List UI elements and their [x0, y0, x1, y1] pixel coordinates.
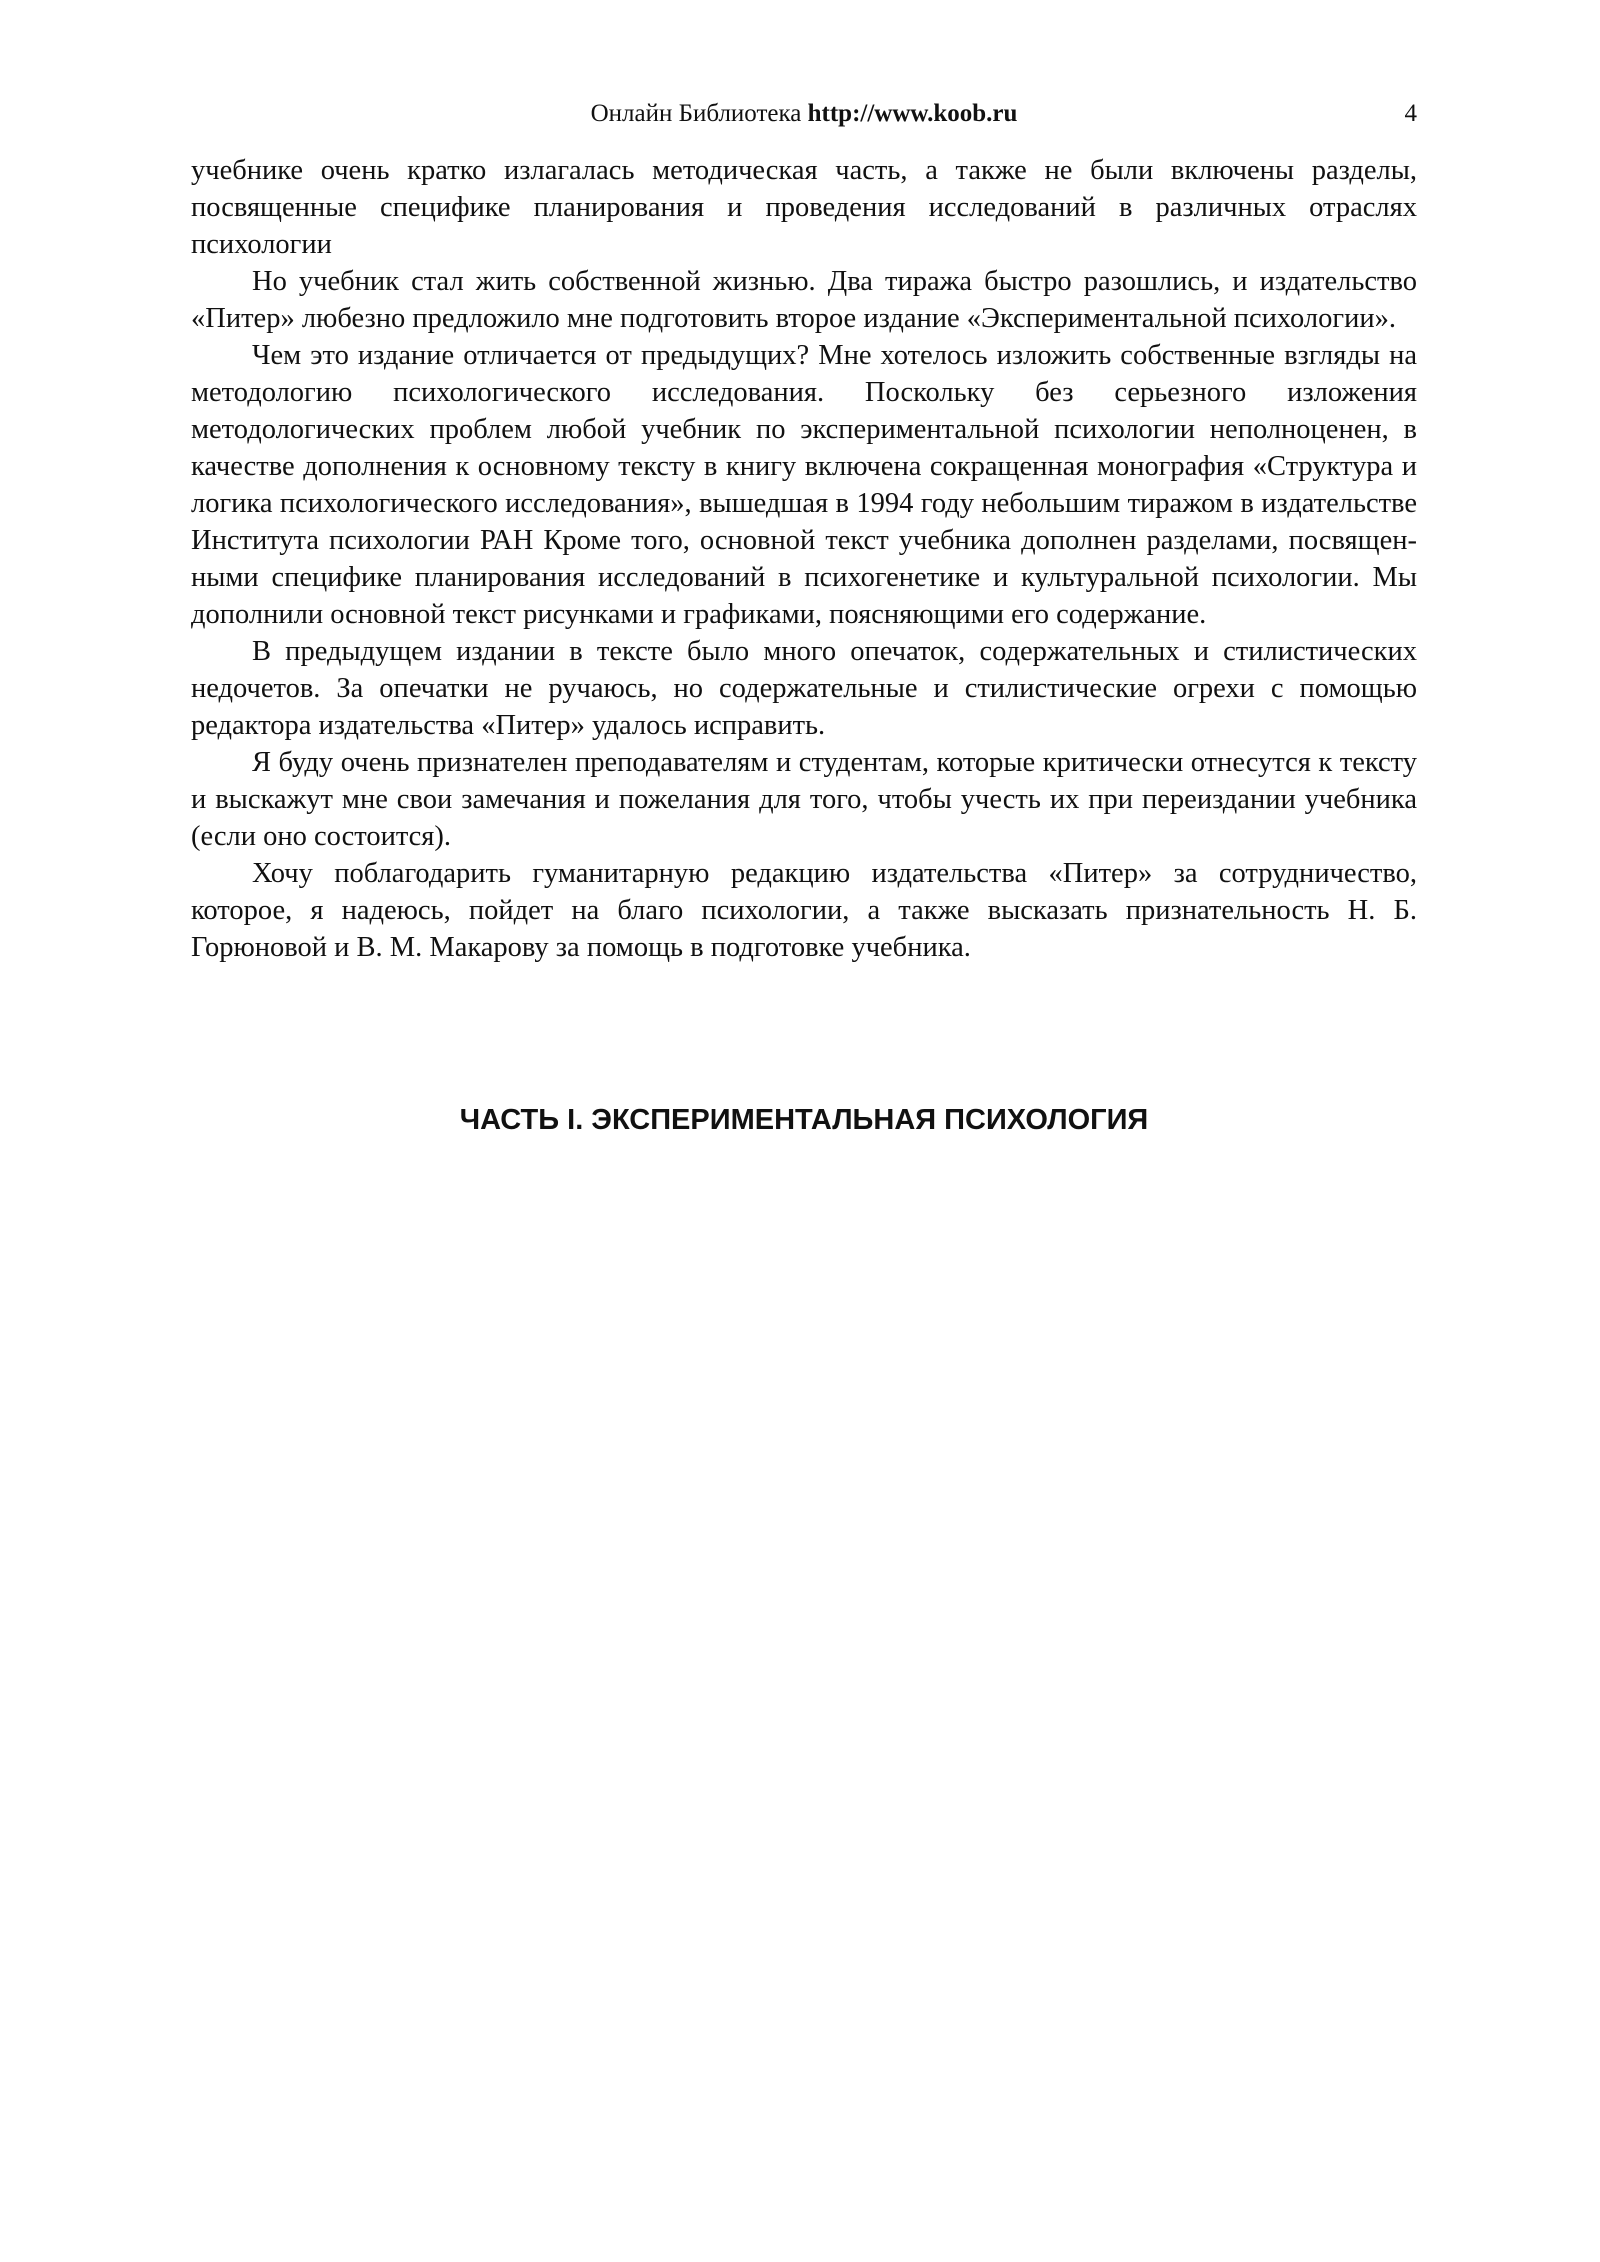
header-url-link[interactable]: http://www.koob.ru [807, 100, 1018, 127]
header-title [191, 96, 1417, 132]
paragraph: Я буду очень признателен преподавателям и студентам, которые критически отнесутся к тексту и выскажут мне свои замечания и пожелания для того, чтобы учесть их при переиздании учебника (если оно состоится). [191, 747, 1417, 852]
running-header [191, 96, 1417, 132]
page-number: 4 [1404, 100, 1417, 127]
paragraph: Хочу поблагодарить гуманитарную редакцию издательства «Питер» за сотрудничество, которое, я надеюсь, пойдет на благо психологии, а также высказать признательность Н. Б. Горюновой и В. М. Макарову за помощь в подготовке учебника. [191, 858, 1417, 963]
paragraph-continuation: учебнике очень кратко излагалась методическая часть, а также не были включены разделы, посвященные специфике планирования и проведения исследований в различных отраслях психологии [191, 155, 1417, 260]
paragraph: В предыдущем издании в тексте было много опечаток, содержательных и стилистических недочетов. За опечатки не ручаюсь, но содержательные и стилистические огрехи с помощью редактора издательства «Питер» удалось исправить. [191, 636, 1417, 741]
header-library-name: Онлайн Библиотека [590, 100, 808, 127]
paragraph: Чем это издание отличается от предыдущих? Мне хотелось изложить собственные взгляды на методологию психологического исследования. Поскольку без серьезного изложения методологических проблем любой учебник по экспериментальной психологии неполноценен, в качестве дополнения к основному тексту в книгу включена сокращенная монография «Структура и логика психологического исследования», вышедшая в 1994 году небольшим тиражом в издательстве Института психологии РАН Кроме того, основной текст учебника дополнен разделами, посвященными специфике планирования исследований в психогенетике и культуральной психологии. Мы дополнили основной текст рисунками и графиками, поясняющими его содержание. [191, 340, 1417, 630]
paragraph: Но учебник стал жить собственной жизнью. Два тиража быстро разошлись, и издательство «Питер» любезно предложило мне подготовить второе издание «Экспериментальной психологии». [191, 266, 1417, 334]
body-text [191, 152, 1417, 966]
part-heading: ЧАСТЬ I. ЭКСПЕРИМЕНТАЛЬНАЯ ПСИХОЛОГИЯ [459, 1104, 1149, 1136]
